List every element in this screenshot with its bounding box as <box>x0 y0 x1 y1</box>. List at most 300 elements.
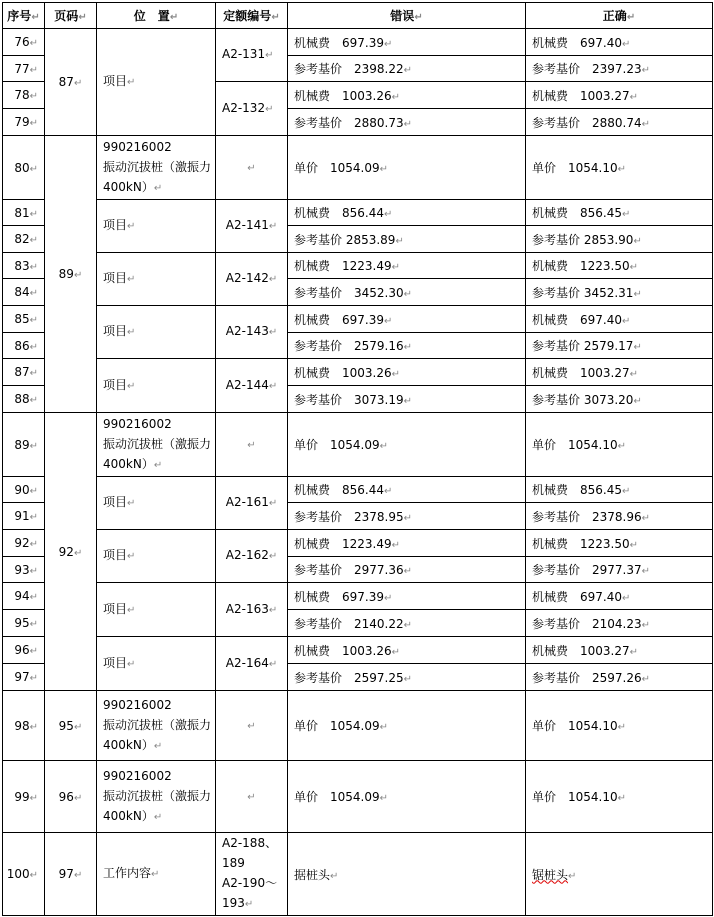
wrong-cell <box>288 306 526 333</box>
page-cell <box>45 761 97 833</box>
position-cell <box>97 413 216 477</box>
seq-cell <box>3 109 45 136</box>
table-body <box>3 29 713 916</box>
paragraph-mark: ↵ <box>379 722 389 733</box>
paragraph-mark: ↵ <box>29 368 38 379</box>
wrong-cell-text: 单价 1054.09 <box>294 438 380 452</box>
correct-cell-text: 机械费 856.45 <box>532 206 622 220</box>
correct-cell <box>526 530 713 557</box>
paragraph-mark: ↵ <box>268 604 278 616</box>
paragraph-mark: ↵ <box>633 342 642 353</box>
correct-cell <box>526 610 713 637</box>
position-cell-text: 项目 <box>103 218 128 232</box>
seq-cell <box>3 833 45 916</box>
paragraph-mark: ↵ <box>153 182 163 194</box>
position-cell <box>97 637 216 691</box>
position-cell-text: 项目 <box>103 377 128 392</box>
seq-cell <box>3 637 45 664</box>
table-row <box>3 530 713 557</box>
code-cell <box>216 530 288 583</box>
seq-cell <box>3 557 45 583</box>
position-cell <box>97 761 216 833</box>
paragraph-mark: ↵ <box>73 78 83 89</box>
seq-cell <box>3 386 45 413</box>
seq-cell <box>3 413 45 477</box>
correct-cell-text: 参考基价 2977.37 <box>532 563 642 577</box>
paragraph-mark: ↵ <box>641 512 651 524</box>
seq-cell-text: 76 <box>14 35 30 49</box>
wrong-cell <box>288 279 526 306</box>
wrong-cell <box>288 477 526 503</box>
code-cell-text: A2-162 <box>225 548 269 562</box>
position-cell <box>97 29 216 136</box>
paragraph-mark: ↵ <box>622 486 631 497</box>
wrong-cell-text: 机械费 697.39 <box>294 35 384 50</box>
code-cell <box>216 477 288 530</box>
paragraph-mark: ↵ <box>73 721 83 733</box>
paragraph-mark: ↵ <box>641 118 651 130</box>
paragraph-mark: ↵ <box>629 368 639 380</box>
paragraph-mark: ↵ <box>391 539 401 551</box>
wrong-cell-text: 参考基价 2853.89 <box>294 232 396 247</box>
table-row <box>3 359 713 386</box>
paragraph-mark: ↵ <box>29 208 38 220</box>
code-cell-text: A2-142 <box>225 271 269 285</box>
paragraph-mark: ↵ <box>153 740 163 752</box>
paragraph-mark: ↵ <box>391 368 401 380</box>
paragraph-mark: ↵ <box>127 327 136 338</box>
paragraph-mark: ↵ <box>127 604 136 616</box>
correct-cell-text: 机械费 1003.27 <box>532 88 630 103</box>
seq-cell <box>3 56 45 82</box>
paragraph-mark: ↵ <box>379 164 389 175</box>
paragraph-mark: ↵ <box>247 439 256 451</box>
paragraph-mark: ↵ <box>568 870 577 882</box>
paragraph-mark: ↵ <box>641 566 651 577</box>
paragraph-mark: ↵ <box>641 619 651 631</box>
code-cell <box>216 253 288 306</box>
paragraph-mark: ↵ <box>403 512 413 524</box>
wrong-cell-text: 单价 1054.09 <box>294 161 380 175</box>
wrong-cell-text: 参考基价 2597.25 <box>294 670 404 685</box>
wrong-cell-text: 参考基价 3452.30 <box>294 285 404 300</box>
code-cell <box>216 82 288 136</box>
paragraph-mark: ↵ <box>127 380 136 392</box>
seq-cell-text: 92 <box>14 536 30 550</box>
correct-cell <box>526 833 713 916</box>
paragraph-mark: ↵ <box>633 395 642 407</box>
code-cell <box>216 136 288 200</box>
correct-cell-text: 单价 1054.10 <box>532 438 618 452</box>
wrong-cell-text: 参考基价 2398.22 <box>294 62 404 76</box>
correct-cell-text: 参考基价 2397.23 <box>532 62 642 76</box>
paragraph-mark: ↵ <box>633 235 642 247</box>
code-cell <box>216 306 288 359</box>
page-cell-text: 89 <box>58 267 74 281</box>
paragraph-mark: ↵ <box>641 673 651 685</box>
paragraph-mark: ↵ <box>73 270 83 281</box>
correct-cell <box>526 583 713 610</box>
table-row <box>3 477 713 503</box>
wrong-cell <box>288 29 526 56</box>
wrong-cell-text: 机械费 1003.26 <box>294 365 392 380</box>
correct-cell-text: 参考基价 3452.31 <box>532 285 634 300</box>
seq-cell-text: 81 <box>14 205 30 220</box>
seq-cell <box>3 477 45 503</box>
paragraph-mark: ↵ <box>29 91 38 102</box>
wrong-cell <box>288 557 526 583</box>
correct-cell <box>526 761 713 833</box>
paragraph-mark: ↵ <box>391 91 401 103</box>
paragraph-mark: ↵ <box>641 65 651 76</box>
wrong-cell-text: 据桩头 <box>294 867 331 882</box>
correct-cell-text: 单价 1054.10 <box>532 790 618 804</box>
paragraph-mark: ↵ <box>247 162 256 174</box>
position-cell-text: 工作内容 <box>103 866 152 880</box>
position-cell <box>97 833 216 916</box>
paragraph-mark: ↵ <box>403 342 413 353</box>
paragraph-mark: ↵ <box>247 720 256 732</box>
table-row <box>3 306 713 333</box>
paragraph-mark: ↵ <box>29 288 38 299</box>
paragraph-mark: ↵ <box>127 551 136 562</box>
page-cell <box>45 413 97 691</box>
seq-cell-text: 87 <box>14 365 30 379</box>
paragraph-mark: ↵ <box>268 658 278 670</box>
wrong-cell-text: 机械费 1223.49 <box>294 536 392 551</box>
wrong-cell <box>288 386 526 413</box>
wrong-cell <box>288 253 526 279</box>
code-cell <box>216 761 288 833</box>
paragraph-mark: ↵ <box>127 658 136 670</box>
paragraph-mark: ↵ <box>127 77 136 88</box>
paragraph-mark: ↵ <box>379 793 389 804</box>
paragraph-mark: ↵ <box>622 38 631 50</box>
paragraph-mark: ↵ <box>29 261 38 273</box>
paragraph-mark: ↵ <box>29 565 38 577</box>
position-cell-text: 项目 <box>103 271 128 285</box>
paragraph-mark: ↵ <box>73 870 83 881</box>
wrong-cell <box>288 200 526 226</box>
header-seq: 序号↵ <box>3 3 45 29</box>
paragraph-mark: ↵ <box>633 288 642 300</box>
code-cell <box>216 691 288 761</box>
correct-cell <box>526 109 713 136</box>
code-cell-text: A2-161 <box>225 495 269 509</box>
seq-cell <box>3 664 45 691</box>
correct-cell <box>526 56 713 82</box>
correct-cell-text: 参考基价 3073.20 <box>532 392 634 407</box>
page-cell-text: 95 <box>58 718 74 733</box>
correct-cell-text: 参考基价 2104.23 <box>532 616 642 631</box>
wrong-cell <box>288 637 526 664</box>
table-row <box>3 253 713 279</box>
correct-cell <box>526 413 713 477</box>
wrong-cell-text: 机械费 1003.26 <box>294 88 392 103</box>
seq-cell-text: 82 <box>14 232 30 246</box>
wrong-cell-text: 机械费 856.44 <box>294 483 384 497</box>
position-cell-text: 项目 <box>103 495 128 509</box>
paragraph-mark: ↵ <box>622 209 631 220</box>
seq-cell-text: 79 <box>14 115 30 129</box>
seq-cell-text: 99 <box>14 789 30 804</box>
position-cell-text: 项目 <box>103 601 128 616</box>
wrong-cell-text: 机械费 697.39 <box>294 589 384 604</box>
seq-cell <box>3 136 45 200</box>
correct-cell-text: 参考基价 2378.96 <box>532 509 642 524</box>
correct-cell <box>526 557 713 583</box>
wrong-cell <box>288 56 526 82</box>
position-cell-text: 990216002 振动沉拔桩（激振力 400kN） <box>103 697 212 752</box>
header-code: 定额编号↵ <box>216 3 288 29</box>
position-cell <box>97 359 216 413</box>
paragraph-mark: ↵ <box>127 498 136 509</box>
correct-cell-text: 机械费 1223.50 <box>532 536 630 551</box>
position-cell <box>97 530 216 583</box>
page-cell-text: 97 <box>58 867 74 881</box>
seq-cell-text: 83 <box>14 258 30 273</box>
code-cell-text: A2-141 <box>225 218 269 232</box>
wrong-cell-text: 参考基价 2140.22 <box>294 616 404 631</box>
wrong-cell-text: 参考基价 2378.95 <box>294 509 404 524</box>
table-row <box>3 637 713 664</box>
code-cell-text: A2-164 <box>225 655 269 670</box>
paragraph-mark: ↵ <box>29 870 38 881</box>
position-cell-text: 990216002 振动沉拔桩（激振力 400kN） <box>103 416 212 471</box>
seq-cell <box>3 583 45 610</box>
wrong-cell <box>288 413 526 477</box>
seq-cell-text: 91 <box>14 509 30 523</box>
header-row <box>3 3 713 29</box>
code-cell <box>216 637 288 691</box>
seq-cell <box>3 530 45 557</box>
paragraph-mark: ↵ <box>29 619 38 630</box>
paragraph-mark: ↵ <box>244 899 254 910</box>
table-row <box>3 413 713 477</box>
paragraph-mark: ↵ <box>29 673 38 684</box>
wrong-cell <box>288 530 526 557</box>
paragraph-mark: ↵ <box>29 539 38 550</box>
correct-cell <box>526 333 713 359</box>
paragraph-mark: ↵ <box>622 315 631 327</box>
paragraph-mark: ↵ <box>29 646 38 657</box>
table-row <box>3 833 713 916</box>
paragraph-mark: ↵ <box>403 566 413 577</box>
seq-cell <box>3 691 45 761</box>
wrong-cell <box>288 226 526 253</box>
seq-cell-text: 96 <box>14 643 30 657</box>
correct-cell-text: 单价 1054.10 <box>532 719 618 733</box>
paragraph-mark: ↵ <box>395 235 404 247</box>
wrong-cell <box>288 359 526 386</box>
paragraph-mark: ↵ <box>268 551 278 562</box>
paragraph-mark: ↵ <box>153 459 163 471</box>
position-cell <box>97 477 216 530</box>
paragraph-mark: ↵ <box>29 341 38 353</box>
correct-cell <box>526 477 713 503</box>
correct-cell <box>526 306 713 333</box>
table-row <box>3 136 713 200</box>
wrong-cell <box>288 136 526 200</box>
wrong-cell <box>288 664 526 691</box>
paragraph-mark: ↵ <box>247 791 256 803</box>
wrong-cell <box>288 583 526 610</box>
paragraph-mark: ↵ <box>268 221 278 232</box>
paragraph-mark: ↵ <box>629 539 639 551</box>
code-cell <box>216 200 288 253</box>
position-cell <box>97 200 216 253</box>
page-cell <box>45 136 97 413</box>
position-cell <box>97 583 216 637</box>
paragraph-mark: ↵ <box>29 38 38 49</box>
correct-cell <box>526 29 713 56</box>
paragraph-mark: ↵ <box>29 440 38 452</box>
paragraph-mark: ↵ <box>29 592 38 603</box>
paragraph-mark: ↵ <box>391 646 401 658</box>
seq-cell <box>3 29 45 56</box>
paragraph-mark: ↵ <box>151 869 160 880</box>
seq-cell <box>3 761 45 833</box>
wrong-cell <box>288 82 526 109</box>
correct-cell-text: 机械费 856.45 <box>532 483 622 497</box>
page-cell-text: 92 <box>58 544 74 559</box>
seq-cell-text: 88 <box>14 392 30 406</box>
paragraph-mark: ↵ <box>29 235 38 246</box>
paragraph-mark: ↵ <box>153 811 163 823</box>
correct-cell-text: 机械费 1223.50 <box>532 259 630 273</box>
paragraph-mark: ↵ <box>403 619 413 631</box>
wrong-cell <box>288 503 526 530</box>
paragraph-mark: ↵ <box>379 441 389 452</box>
code-cell <box>216 583 288 637</box>
correct-cell <box>526 253 713 279</box>
paragraph-mark: ↵ <box>265 50 274 61</box>
position-cell <box>97 306 216 359</box>
correct-cell-text: 机械费 697.40 <box>532 312 622 327</box>
paragraph-mark: ↵ <box>617 722 627 733</box>
wrong-cell-text: 参考基价 3073.19 <box>294 392 404 407</box>
paragraph-mark: ↵ <box>29 721 38 733</box>
page-cell <box>45 691 97 761</box>
wrong-cell-text: 机械费 697.39 <box>294 312 384 327</box>
seq-cell <box>3 306 45 333</box>
seq-cell-text: 100 <box>6 867 30 881</box>
paragraph-mark: ↵ <box>29 118 38 129</box>
seq-cell <box>3 82 45 109</box>
paragraph-mark: ↵ <box>73 792 83 804</box>
code-cell-text: A2-163 <box>225 601 269 616</box>
seq-cell-text: 98 <box>14 718 30 733</box>
wrong-cell-text: 机械费 1003.26 <box>294 643 392 658</box>
page-cell-text: 96 <box>58 789 74 804</box>
seq-cell <box>3 200 45 226</box>
correct-cell <box>526 664 713 691</box>
correct-cell-text: 机械费 697.40 <box>532 35 622 50</box>
correct-cell <box>526 359 713 386</box>
page-cell-text: 87 <box>58 75 74 89</box>
paragraph-mark: ↵ <box>265 103 274 115</box>
code-cell-text: A2-188、189 A2-190～193 <box>222 836 278 910</box>
code-cell-text: A2-143 <box>225 324 269 338</box>
code-cell <box>216 413 288 477</box>
paragraph-mark: ↵ <box>384 38 393 50</box>
code-cell-text: A2-132 <box>222 100 266 115</box>
seq-cell-text: 77 <box>14 61 30 76</box>
code-cell-text: A2-131 <box>222 47 266 61</box>
wrong-cell <box>288 761 526 833</box>
wrong-cell <box>288 691 526 761</box>
correct-cell <box>526 200 713 226</box>
wrong-cell <box>288 109 526 136</box>
table-row <box>3 691 713 761</box>
wrong-cell-text: 参考基价 2977.36 <box>294 563 404 577</box>
paragraph-mark: ↵ <box>29 485 38 497</box>
code-cell-text: A2-144 <box>225 377 269 392</box>
paragraph-mark: ↵ <box>268 498 278 509</box>
code-cell <box>216 833 288 916</box>
paragraph-mark: ↵ <box>617 441 627 452</box>
position-cell-text: 项目 <box>103 655 128 670</box>
correct-cell-text: 参考基价 2880.74 <box>532 115 642 130</box>
seq-cell <box>3 503 45 530</box>
seq-cell-text: 85 <box>14 312 30 326</box>
position-cell <box>97 253 216 306</box>
seq-cell-text: 94 <box>14 589 30 603</box>
correct-cell <box>526 136 713 200</box>
position-cell <box>97 691 216 761</box>
paragraph-mark: ↵ <box>127 221 136 232</box>
wrong-cell-text: 参考基价 2579.16 <box>294 339 404 353</box>
seq-cell-text: 93 <box>14 562 30 577</box>
paragraph-mark: ↵ <box>403 65 413 76</box>
correct-cell <box>526 637 713 664</box>
wrong-cell <box>288 610 526 637</box>
code-cell <box>216 359 288 413</box>
correct-cell <box>526 226 713 253</box>
seq-cell-text: 89 <box>14 437 30 452</box>
wrong-cell-text: 机械费 1223.49 <box>294 259 392 273</box>
paragraph-mark: ↵ <box>622 592 631 604</box>
wrong-cell <box>288 833 526 916</box>
paragraph-mark: ↵ <box>268 274 278 285</box>
paragraph-mark: ↵ <box>629 91 639 103</box>
page-cell <box>45 29 97 136</box>
seq-cell <box>3 226 45 253</box>
table-row <box>3 200 713 226</box>
seq-cell-text: 78 <box>14 88 30 102</box>
correct-cell <box>526 386 713 413</box>
seq-cell-text: 97 <box>14 670 30 684</box>
paragraph-mark: ↵ <box>391 262 401 273</box>
paragraph-mark: ↵ <box>384 315 393 327</box>
wrong-cell-text: 单价 1054.09 <box>294 790 380 804</box>
paragraph-mark: ↵ <box>268 380 278 392</box>
correct-cell <box>526 82 713 109</box>
header-correct: 正确↵ <box>526 3 713 29</box>
seq-cell <box>3 253 45 279</box>
position-cell-text: 项目 <box>103 548 128 562</box>
paragraph-mark: ↵ <box>617 164 627 175</box>
correct-cell <box>526 691 713 761</box>
wrong-cell <box>288 333 526 359</box>
header-page: 页码↵ <box>45 3 97 29</box>
wrong-cell-text: 机械费 856.44 <box>294 206 384 220</box>
paragraph-mark: ↵ <box>29 512 38 523</box>
position-cell-text: 项目 <box>103 74 128 88</box>
seq-cell-text: 86 <box>14 338 30 353</box>
correct-cell-text: 参考基价 2579.17 <box>532 339 634 353</box>
paragraph-mark: ↵ <box>29 395 38 406</box>
